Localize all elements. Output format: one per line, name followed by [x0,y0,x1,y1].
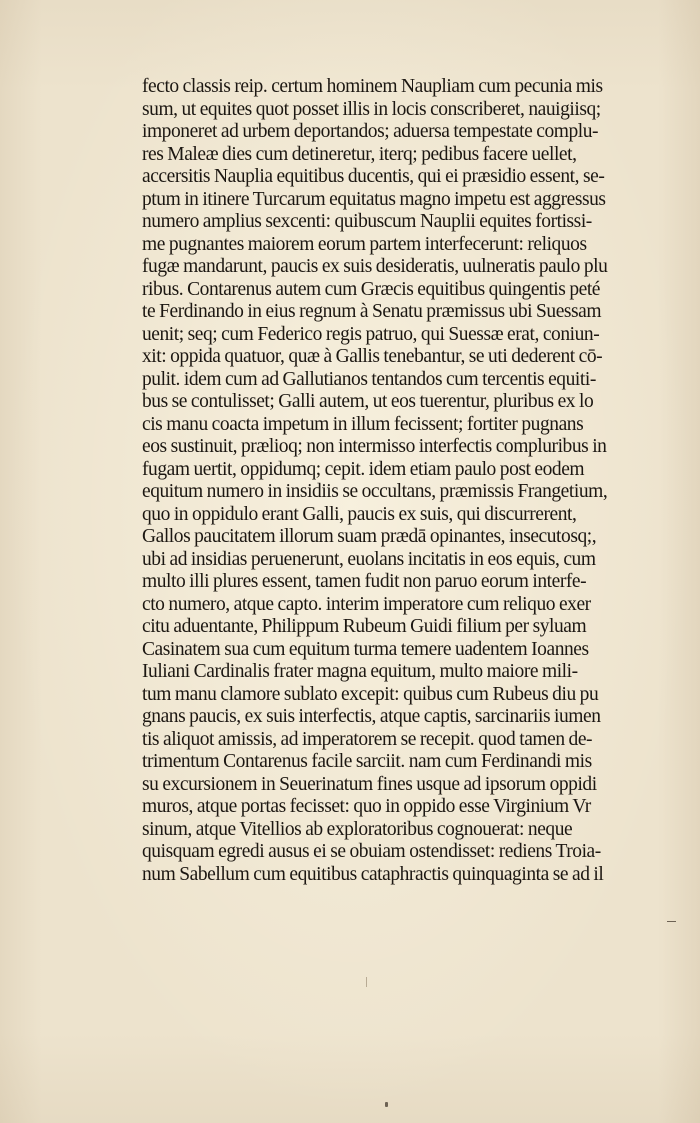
text-line: fugæ mandarunt, paucis ex suis desideratis, uulneratis paulo plu [142,256,608,277]
text-line: sinum, atque Vitellios ab exploratoribus cognouerat: neque [142,818,573,840]
text-line: bus se contulisset; Galli autem, ut eos tuerentur, pluribus ex lo [142,391,594,412]
text-line: ubi ad insidias peruenerunt, euolans incitatis in eos equis, cum [142,548,596,570]
text-line: xit: oppida quatuor, quæ à Gallis tenebantur, se uti dederent cō- [142,346,603,367]
body-text [142,76,652,886]
bottom-signature-mark [385,1102,388,1107]
text-line: imponeret ad urbem deportandos; aduersa tempestate complu- [142,121,599,142]
text-line: su excursionem in Seuerinatum fines usque ad ipsorum oppidi [142,773,597,795]
text-line: numero amplius sexcenti: quibuscum Nauplii equites fortissi- [142,211,592,232]
text-line: sum, ut equites quot posset illis in locis conscriberet, nauigiisq; [142,98,601,120]
text-line: num Sabellum cum equitibus cataphractis quinquaginta se ad il [142,863,604,885]
margin-dash-mark [667,921,676,922]
text-line: equitum numero in insidiis se occultans, præmissis Frangetium, [142,481,608,502]
text-line: tum manu clamore sublato excepit: quibus cum Rubeus diu pu [142,683,599,705]
text-line: Casinatem sua cum equitum turma temere uadentem Ioannes [142,638,589,660]
text-line: quisquam egredi ausus ei se obuiam ostendisset: rediens Troia- [142,841,601,862]
paper-fiber-mark [366,977,367,987]
text-line: quo in oppidulo erant Galli, paucis ex suis, qui discurrerent, [142,503,577,525]
text-line: trimentum Contarenus facile sarciit. nam cum Ferdinandi mis [142,751,592,772]
text-line: me pugnantes maiorem eorum partem interfecerunt: reliquos [142,233,587,255]
text-line: accersitis Nauplia equitibus ducentis, qui ei præsidio essent, se- [142,166,605,187]
text-line: uenit; seq; cum Federico regis patruo, qui Suessæ erat, coniun- [142,323,600,345]
text-line: te Ferdinando in eius regnum à Senatu præmissus ubi Suessam [142,301,602,322]
text-line: fugam uertit, oppidumq; cepit. idem etiam paulo post eodem [142,458,585,480]
text-line: res Maleæ dies cum detineretur, iterq; pedibus facere uellet, [142,143,577,165]
text-line: tis aliquot amissis, ad imperatorem se recepit. quod tamen de- [142,728,593,750]
text-line: pulit. idem cum ad Gallutianos tentandos cum tercentis equiti- [142,368,596,390]
text-line: Gallos paucitatem illorum suam prædā opinantes, insecutosq;, [142,526,597,547]
text-line: eos sustinuit, prælioq; non intermisso interfectis compluribus in [142,436,607,457]
text-line: citu aduentante, Philippum Rubeum Guidi filium per syluam [142,616,587,637]
text-line: Iuliani Cardinalis frater magna equitum, multo maiore mili- [142,661,578,682]
text-line: cis manu coacta impetum in illum fecissent; fortiter pugnans [142,413,584,435]
text-line: ribus. Contarenus autem cum Græcis equitibus quingentis peté [142,278,600,300]
text-line: fecto classis reip. certum hominem Naupliam cum pecunia mis [142,76,603,97]
text-line: gnans paucis, ex suis interfectis, atque captis, sarcinariis iumen [142,706,601,727]
text-line: cto numero, atque capto. interim imperatore cum reliquo exer [142,593,591,615]
text-line: multo illi plures essent, tamen fudit non paruo eorum interfe- [142,571,587,592]
text-line: ptum in itinere Turcarum equitatus magno impetu est aggressus [142,188,606,210]
text-line: muros, atque portas fecisset: quo in oppido esse Virginium Vr [142,796,591,817]
